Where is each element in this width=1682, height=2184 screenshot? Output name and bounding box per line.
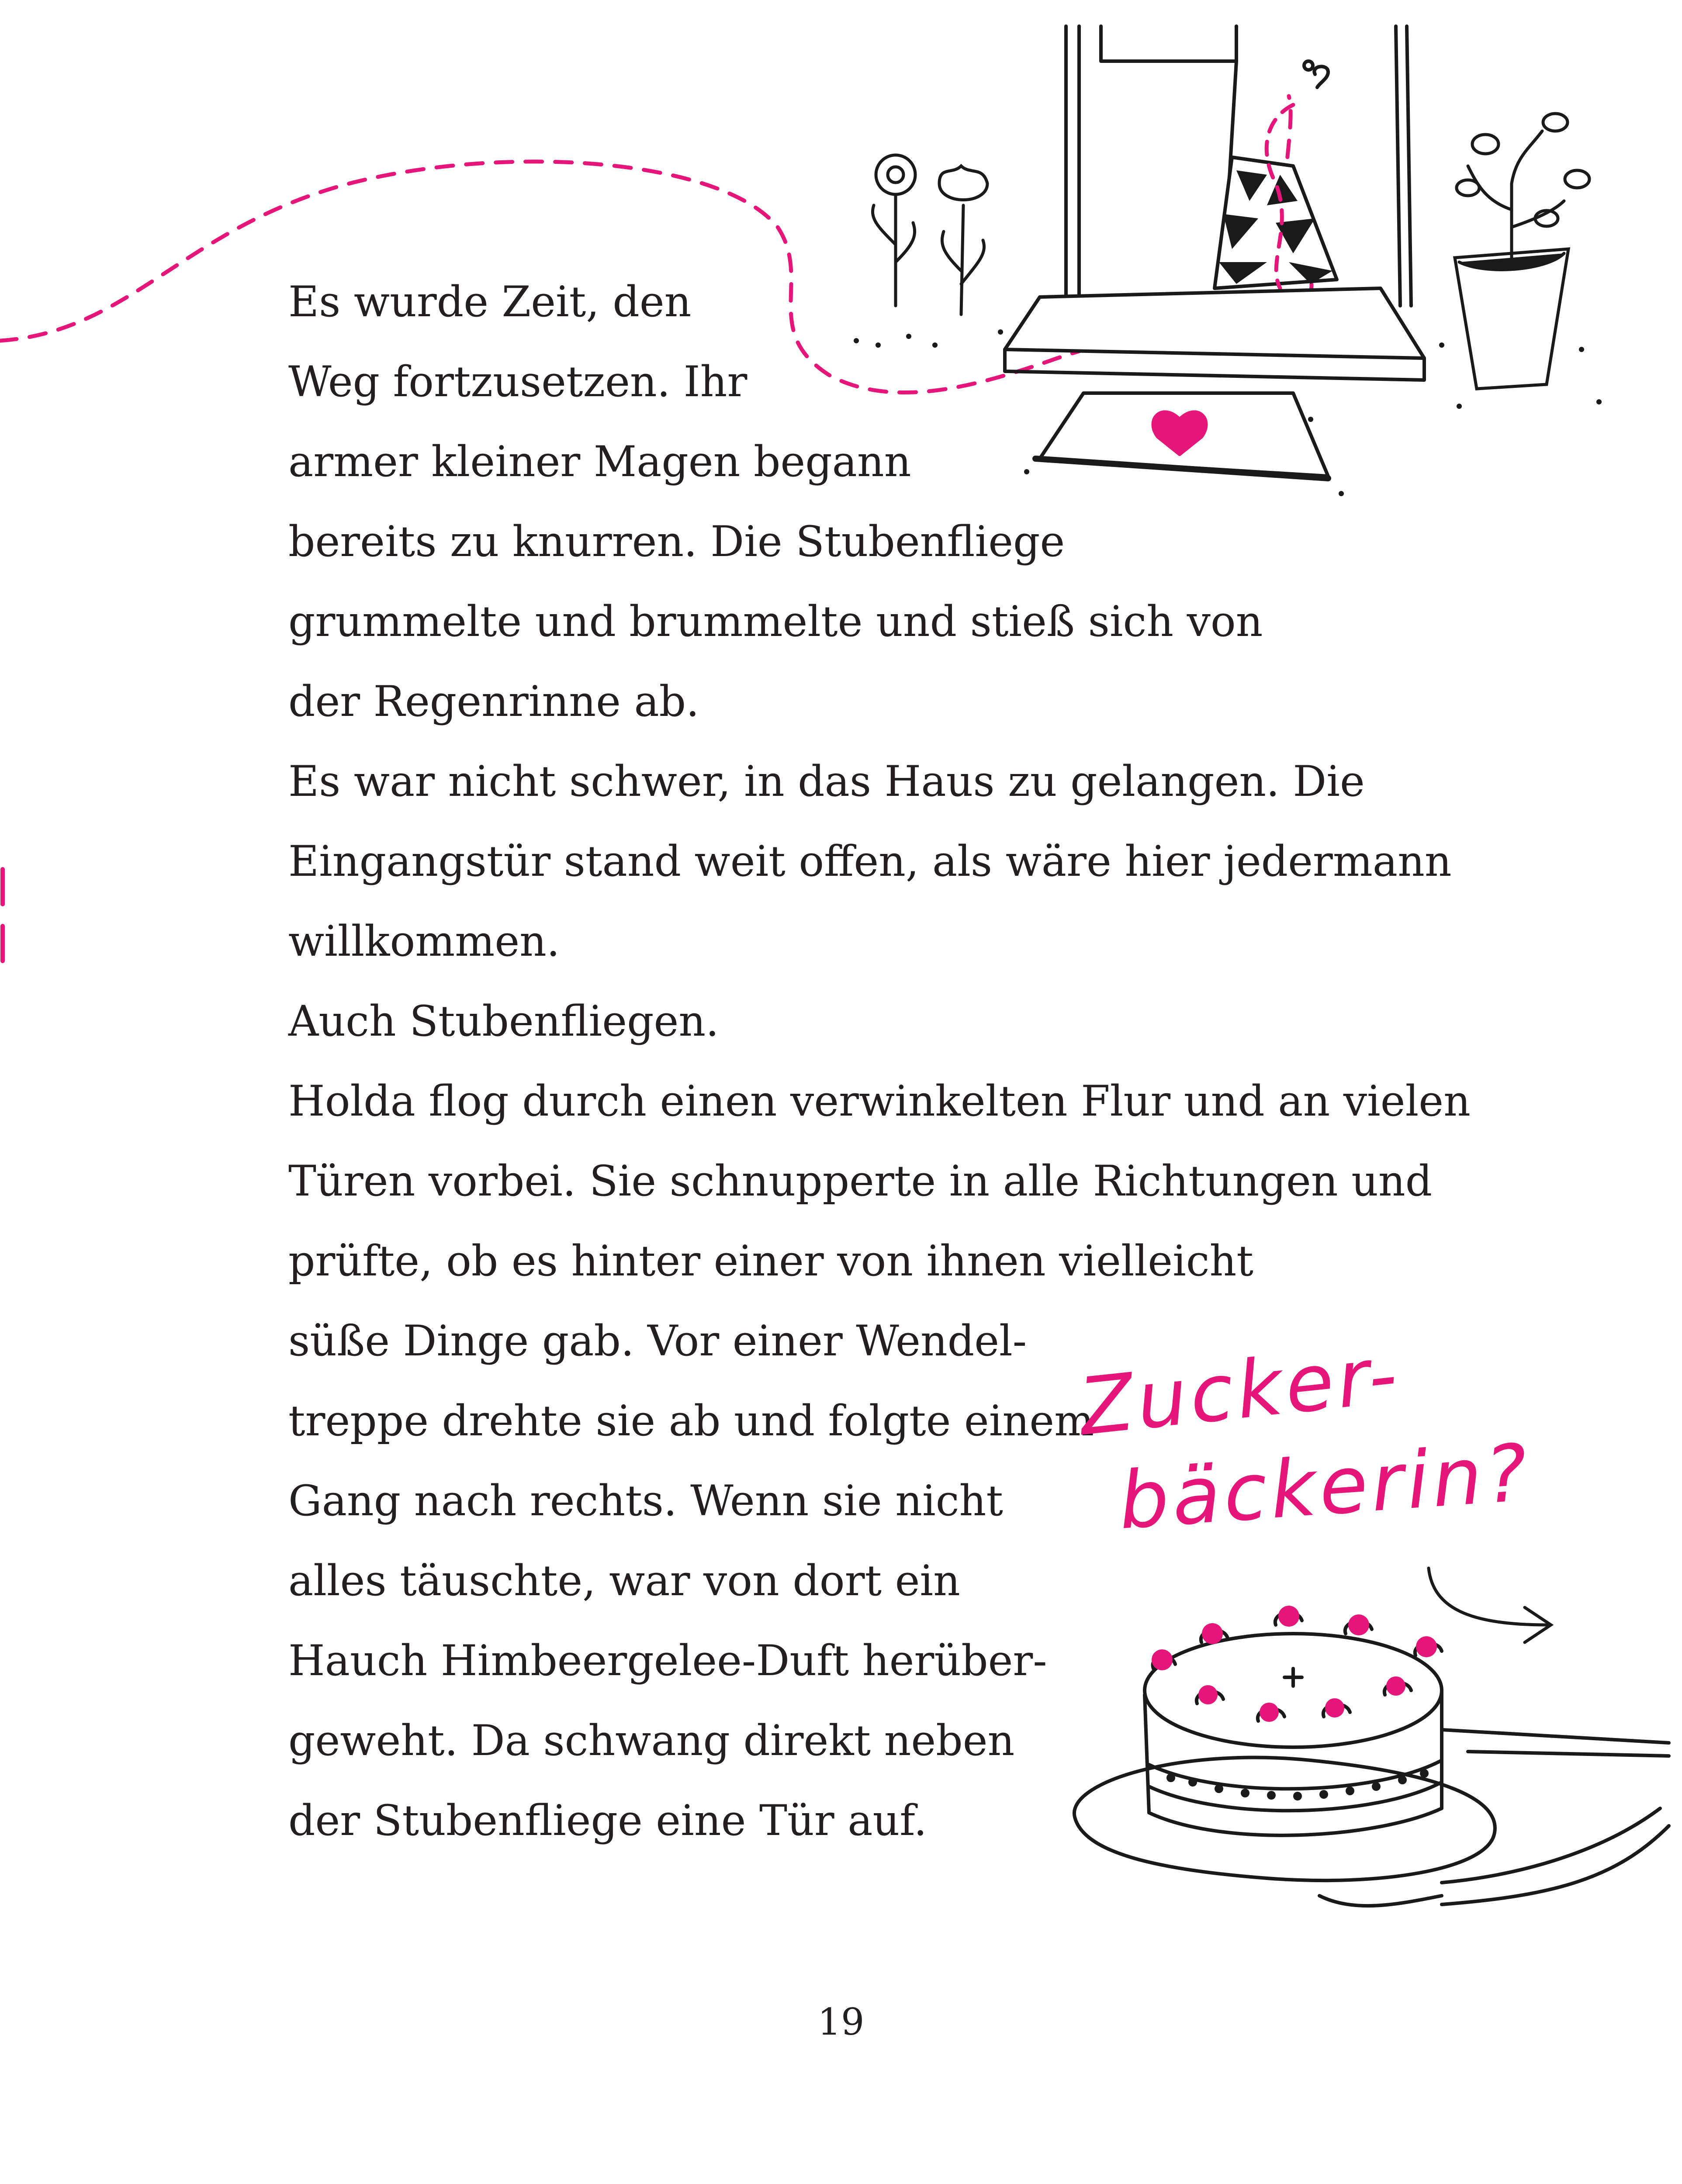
text-line: Weg fortzusetzen. Ihr — [288, 357, 748, 406]
text-line: alles täuschte, war von dort ein — [288, 1556, 960, 1605]
text-line: treppe drehte sie ab und folgte einem — [288, 1396, 1094, 1445]
text-line: prüfte, ob es hinter einer von ihnen vielleicht — [288, 1237, 1253, 1286]
text-line: willkommen. — [288, 917, 560, 966]
text-line: Es wurde Zeit, den — [288, 277, 692, 326]
text-line: süße Dinge gab. Vor einer Wendel- — [288, 1317, 1027, 1365]
text-line: Holda flog durch einen verwinkelten Flur und an vielen — [288, 1077, 1471, 1126]
text-line: grummelte und brummelte und stieß sich von — [288, 597, 1263, 646]
text-line: Auch Stubenfliegen. — [288, 997, 719, 1046]
text-line: armer kleiner Magen begann — [288, 437, 911, 486]
page-number: 19 — [817, 2001, 865, 2043]
text-line: der Stubenfliege eine Tür auf. — [288, 1796, 927, 1845]
story-text — [288, 262, 1599, 1861]
handwritten-note-line-1: Zucker- — [1075, 1329, 1405, 1453]
text-line: Es war nicht schwer, in das Haus zu gelangen. Die — [288, 757, 1365, 806]
text-line: Eingangstür stand weit offen, als wäre hier jedermann — [288, 837, 1452, 886]
text-line: Türen vorbei. Sie schnupperte in alle Richtungen und — [288, 1157, 1433, 1206]
handwritten-note-line-2: bäckerin? — [1115, 1427, 1534, 1547]
text-line: Hauch Himbeergelee-Duft herüber- — [288, 1636, 1047, 1685]
text-line: Gang nach rechts. Wenn sie nicht — [288, 1476, 1003, 1525]
text-line: bereits zu knurren. Die Stubenfliege — [288, 517, 1065, 566]
text-line: der Regenrinne ab. — [288, 677, 699, 726]
text-line: geweht. Da schwang direkt neben — [288, 1716, 1015, 1765]
